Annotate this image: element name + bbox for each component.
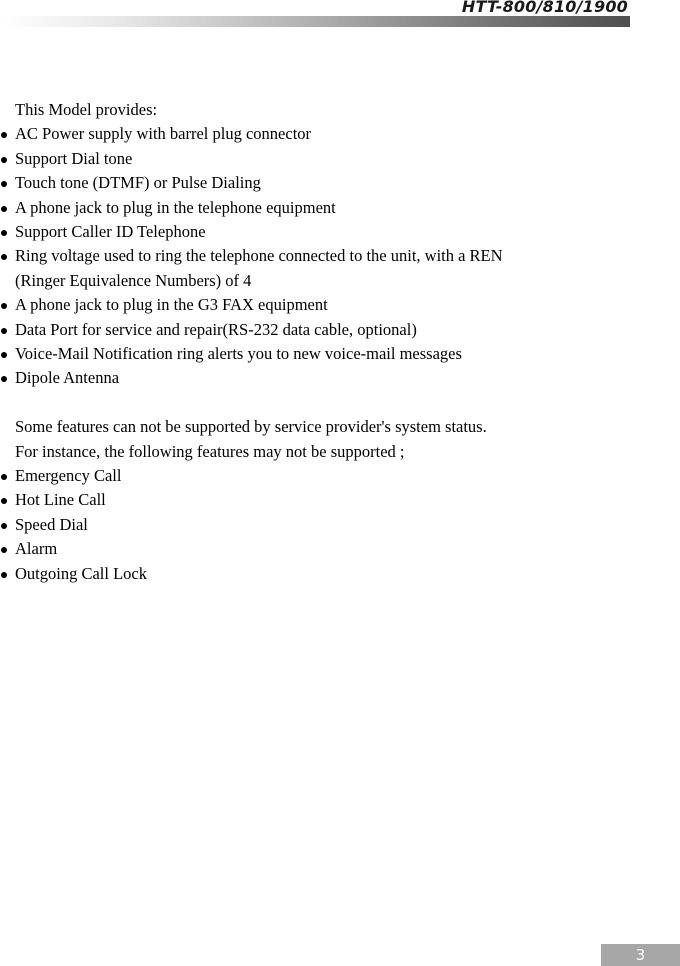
bullet-icon xyxy=(1,352,7,358)
unsupported-item xyxy=(0,488,600,512)
unsupported-features-list xyxy=(0,464,600,586)
feature-item xyxy=(0,318,600,342)
feature-item xyxy=(0,147,600,171)
bullet-icon xyxy=(1,206,7,212)
feature-item xyxy=(0,269,600,293)
bullet-icon xyxy=(1,523,7,529)
feature-item xyxy=(0,220,600,244)
unsupported-item xyxy=(0,562,600,586)
feature-item-text: Support Dial tone xyxy=(15,148,133,168)
feature-item xyxy=(0,342,600,366)
note-text-2: For instance, the following features may not be supported ; xyxy=(15,441,405,461)
feature-item xyxy=(0,171,600,195)
feature-item-text: (Ringer Equivalence Numbers) of 4 xyxy=(15,270,252,290)
bullet-icon xyxy=(1,328,7,334)
feature-item-text: Dipole Antenna xyxy=(15,368,120,388)
unsupported-item xyxy=(0,537,600,561)
unsupported-item-text: Alarm xyxy=(15,539,58,559)
bullet-icon xyxy=(1,376,7,382)
bullet-icon xyxy=(1,157,7,163)
feature-item-text: Support Caller ID Telephone xyxy=(15,222,206,242)
unsupported-item-text: Speed Dial xyxy=(15,514,88,534)
unsupported-item-text: Emergency Call xyxy=(15,466,122,486)
bullet-icon xyxy=(1,132,7,138)
bullet-icon xyxy=(1,181,7,187)
feature-item xyxy=(0,122,600,146)
bullet-icon xyxy=(1,474,7,480)
feature-item-text: A phone jack to plug in the G3 FAX equipment xyxy=(15,295,328,315)
feature-item-text: AC Power supply with barrel plug connector xyxy=(15,124,312,144)
unsupported-item-text: Outgoing Call Lock xyxy=(15,563,147,583)
intro-text: This Model provides: xyxy=(15,100,158,119)
features-list xyxy=(0,122,600,390)
unsupported-item-text: Hot Line Call xyxy=(15,490,106,510)
feature-item xyxy=(0,196,600,220)
feature-item-text: Voice-Mail Notification ring alerts you to new voice-mail messages xyxy=(15,344,462,364)
bullet-icon xyxy=(1,303,7,309)
header-gradient-bar xyxy=(0,16,630,27)
feature-item-text: A phone jack to plug in the telephone equipment xyxy=(15,197,336,217)
bullet-icon xyxy=(1,547,7,553)
feature-item-text: Ring voltage used to ring the telephone connected to the unit, with a REN xyxy=(15,246,503,266)
feature-item-text: Touch tone (DTMF) or Pulse Dialing xyxy=(15,173,261,193)
unsupported-item xyxy=(0,513,600,537)
feature-item-text: Data Port for service and repair(RS-232 data cable, optional) xyxy=(15,319,417,339)
bullet-icon xyxy=(1,254,7,260)
section-gap xyxy=(0,391,600,415)
bullet-icon xyxy=(1,230,7,236)
model-title: HTT-800/810/1900 xyxy=(461,0,628,16)
feature-item xyxy=(0,293,600,317)
page-content xyxy=(0,98,600,586)
note-text-1: Some features can not be supported by service provider's system status. xyxy=(15,417,487,437)
feature-item xyxy=(0,366,600,390)
unsupported-item xyxy=(0,464,600,488)
page-number: 3 xyxy=(601,944,680,966)
bullet-icon xyxy=(1,572,7,578)
bullet-icon xyxy=(1,498,7,504)
feature-item xyxy=(0,244,600,268)
